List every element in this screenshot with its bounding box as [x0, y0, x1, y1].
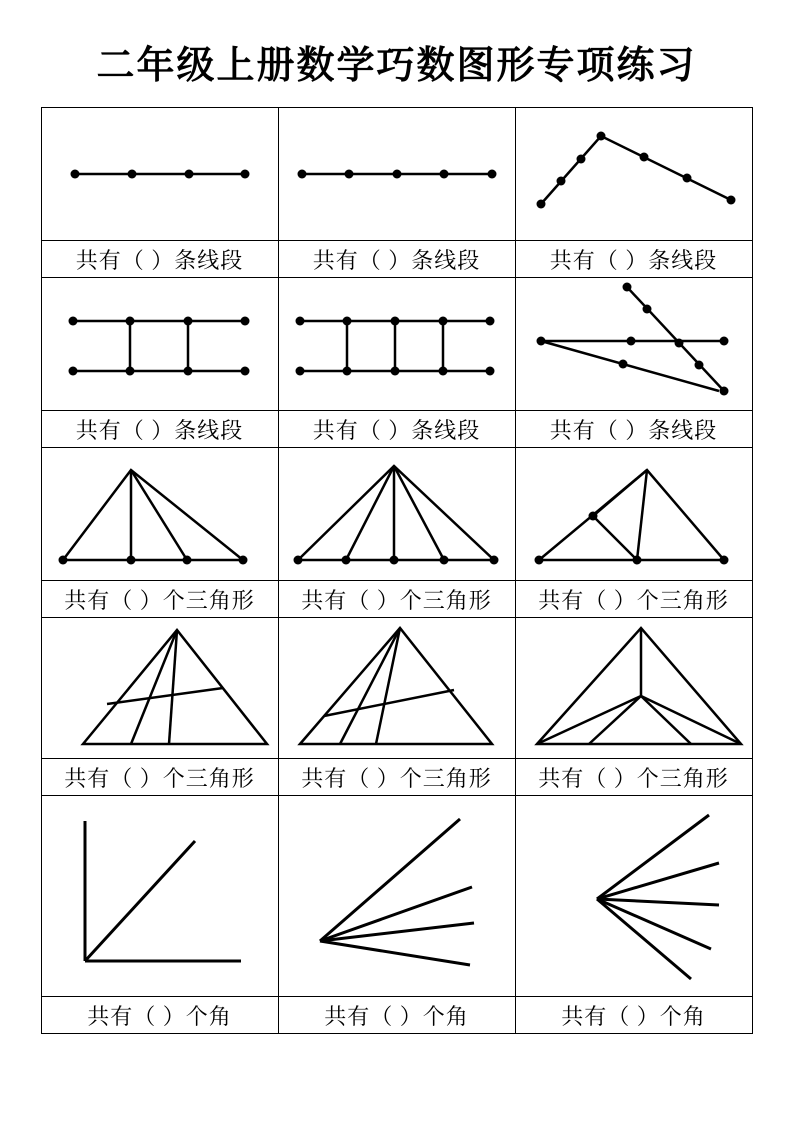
label-triangles-5: 共有（ ）个三角形	[278, 759, 515, 796]
label-angles-2: 共有（ ）个角	[278, 997, 515, 1034]
figure-row-4	[41, 618, 752, 759]
figure-cell-triangle-two-cevians	[41, 448, 278, 581]
label-triangles-1: 共有（ ）个三角形	[41, 581, 278, 618]
label-triangles-2: 共有（ ）个三角形	[278, 581, 515, 618]
label-triangles-6: 共有（ ）个三角形	[515, 759, 752, 796]
figure-cell-triangle-cevians-crossbar-2	[278, 618, 515, 759]
label-row-5	[41, 997, 752, 1034]
label-segments-3: 共有（ ）条线段	[515, 241, 752, 278]
figure-cell-triangle-inner-small	[515, 448, 752, 581]
label-angles-1: 共有（ ）个角	[41, 997, 278, 1034]
figure-row-2	[41, 278, 752, 411]
figure-row-3	[41, 448, 752, 581]
label-segments-5: 共有（ ）条线段	[278, 411, 515, 448]
label-row-1	[41, 241, 752, 278]
label-row-3	[41, 581, 752, 618]
figure-cell-right-angle-with-diagonal	[41, 796, 278, 997]
figure-cell-triangle-three-cevians	[278, 448, 515, 581]
figure-cell-triangle-cevians-crossbar	[41, 618, 278, 759]
figure-cell-fan-four-rays	[515, 796, 752, 997]
label-angles-3: 共有（ ）个角	[515, 997, 752, 1034]
figure-cell-fan-three-rays	[278, 796, 515, 997]
figure-cell-peak-polyline	[515, 108, 752, 241]
label-triangles-4: 共有（ ）个三角形	[41, 759, 278, 796]
label-segments-2: 共有（ ）条线段	[278, 241, 515, 278]
figure-cell-ladder-three-rungs	[278, 278, 515, 411]
page-title: 二年级上册数学巧数图形专项练习	[96, 45, 697, 87]
label-segments-1: 共有（ ）条线段	[41, 241, 278, 278]
exercise-grid	[41, 107, 753, 1034]
figure-cell-line-5-points	[278, 108, 515, 241]
figure-row-5	[41, 796, 752, 997]
figure-cell-crossing-lines	[515, 278, 752, 411]
figure-cell-line-4-points	[41, 108, 278, 241]
label-row-2	[41, 411, 752, 448]
figure-row-1	[41, 108, 752, 241]
label-segments-6: 共有（ ）条线段	[515, 411, 752, 448]
label-segments-4: 共有（ ）条线段	[41, 411, 278, 448]
figure-cell-triangle-center-fan	[515, 618, 752, 759]
label-row-4	[41, 759, 752, 796]
figure-cell-ladder-two-rungs	[41, 278, 278, 411]
label-triangles-3: 共有（ ）个三角形	[515, 581, 752, 618]
